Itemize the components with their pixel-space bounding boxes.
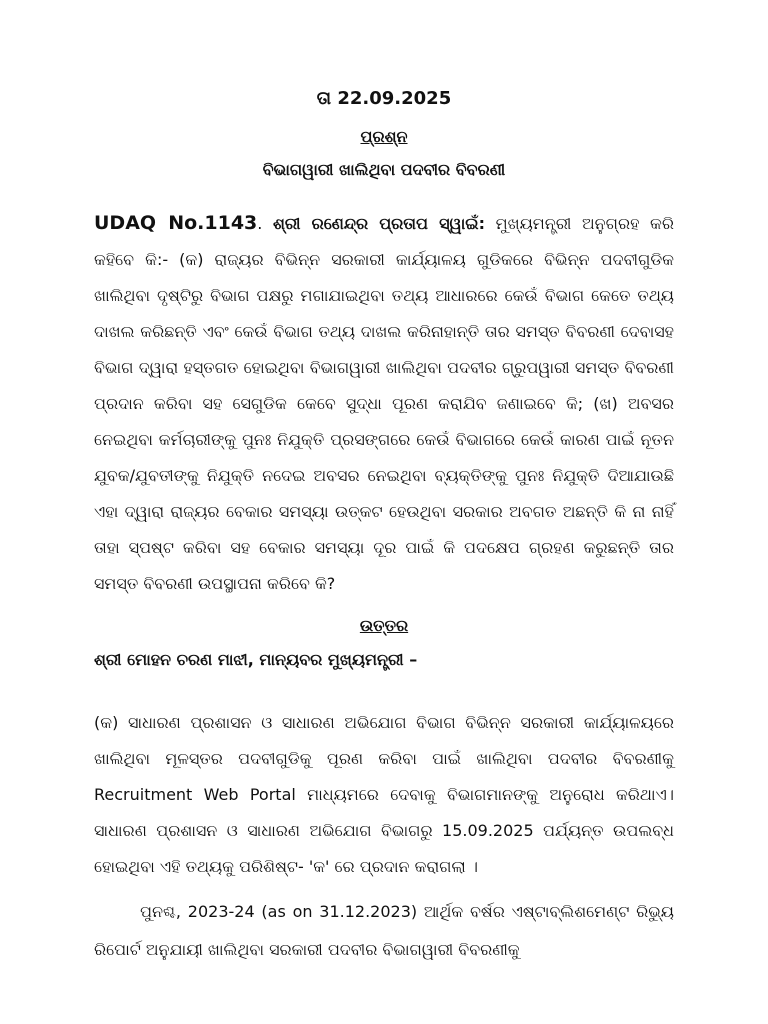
question-heading: ପ୍ରଶ୍ନ (360, 127, 408, 146)
subject-title: ବିଭାଗୱାରୀ ଖାଲିଥିବା ପଦବୀର ବିବରଣୀ (262, 160, 506, 179)
answer-heading: ଉତ୍ତର (359, 616, 409, 635)
question-text: ମୁଖ୍ୟମନ୍ତ୍ରୀ ଅନୁଗ୍ରହ କରି କହିବେ କି:- (କ) ରାଜ୍ୟର ବିଭିନ୍ନ ସରକାରୀ କାର୍ଯ୍ୟାଳୟ ଗୁଡିକରେ ବିଭିନ୍ନ ପଦବୀଗୁଡିକ ଖାଲିଥିବା ଦୃଷ୍ଟିରୁ ବିଭାଗ ପକ୍ଷରୁ ମଗାଯାଇଥିବା ତଥ୍ୟ ଆଧାରରେ କେଉଁ ବିଭାଗ କେତେ ତଥ୍ୟ ଦାଖଲ କରିଛନ୍ତି ଏବଂ କେଉଁ ବିଭାଗ ତଥ୍ୟ ଦାଖଲ କରିନାହାନ୍ତି ତାର ସମସ୍ତ ବିବରଣୀ ଦେବାସହ ବିଭାଗ ଦ୍ୱାରା ହସ୍ତଗତ ହୋଇଥିବା ବିଭାଗୱାରୀ ଖାଲିଥିବା ପଦବୀର ଗ୍ରୁପୱାରୀ ସମସ୍ତ ବିବରଣୀ ପ୍ରଦାନ କରିବା ସହ ସେଗୁଡିକ କେବେ ସୁଦ୍ଧା ପୂରଣ କରାଯିବ ଜଣାଇବେ କି; (ଖ) ଅବସର ନେଇଥିବା କର୍ମଚାରୀଙ୍କୁ ପୁନଃ ନିଯୁକ୍ତି ପ୍ରସଙ୍ଗରେ କେଉଁ ବିଭାଗରେ କେଉଁ କାରଣ ପାଇଁ ନୂତନ ଯୁବକ/ଯୁବତୀଙ୍କୁ ନିଯୁକ୍ତି ନଦେଇ ଅବସର ନେଇଥିବା ବ୍ୟକ୍ତିଙ୍କୁ ପୁନଃ ନିଯୁକ୍ତି ଦିଆଯାଉଛି ଏହା ଦ୍ୱାରା ରାଜ୍ୟର ବେକାର ସମସ୍ୟା ଉତ୍କଟ ହେଉଥିବା ସରକାର ଅବଗତ ଅଛନ୍ତି କି ନା ନାହିଁ ତାହା ସ୍ପଷ୍ଟ କରିବା ସହ ବେକାର ସମସ୍ୟା ଦୂର ପାଇଁ କି ପଦକ୍ଷେପ ଗ୍ରହଣ କରୁଛନ୍ତି ତାର ସମସ୍ତ ବିବରଣୀ ଉପସ୍ଥାପନା କରିବେ କି? (94, 214, 674, 593)
answer-paragraph-2: ପୁନଶ୍ଚ, 2023-24 (as on 31.12.2023) ଆର୍ଥିକ ବର୍ଷର ଏଷ୍ଟାବ୍ଲିଶମେଣ୍ଟ ରିଭ୍ୟୁ ରିପୋର୍ଟ ଅନୁଯାୟୀ ଖାଲିଥିବା ସରକାରୀ ପଦବୀର ବିଭାଗୱାରୀ ବିବରଣୀକୁ (94, 902, 674, 959)
document-date: ତା 22.09.2025 (316, 88, 452, 109)
answerer-name: ଶ୍ରୀ ମୋହନ ଚରଣ ମାଝୀ, ମାନ୍ୟବର ମୁଖ୍ୟମନ୍ତ୍ରୀ – (94, 650, 418, 669)
question-reference: UDAQ No.1143 (94, 212, 258, 234)
question-paragraph: UDAQ No.1143. ଶ୍ରୀ ରଣେନ୍ଦ୍ର ପ୍ରତାପ ସ୍ୱାଇଁ: ମୁଖ୍ୟମନ୍ତ୍ରୀ ଅନୁଗ୍ରହ କରି କହିବେ କି:- (କ) ରାଜ୍ୟର ବିଭିନ୍ନ ସରକାରୀ କାର୍ଯ୍ୟାଳୟ ଗୁଡିକରେ ବିଭିନ୍ନ ପଦବୀଗୁଡିକ ଖାଲିଥିବା ଦୃଷ୍ଟିରୁ ବିଭାଗ ପକ୍ଷରୁ ମଗାଯାଇଥିବା ତଥ୍ୟ ଆଧାରରେ କେଉଁ ବିଭାଗ କେତେ ତଥ୍ୟ ଦାଖଲ କରିଛନ୍ତି ଏବଂ କେଉଁ ବିଭାଗ ତଥ୍ୟ ଦାଖଲ କରିନାହାନ୍ତି ତାର ସମସ୍ତ ବିବରଣୀ ଦେବାସହ ବିଭାଗ ଦ୍ୱାରା ହସ୍ତଗତ ହୋଇଥିବା ବିଭାଗୱାରୀ ଖାଲିଥିବା ପଦବୀର ଗ୍ରୁପୱାରୀ ସମସ୍ତ ବିବରଣୀ ପ୍ରଦାନ କରିବା ସହ ସେଗୁଡିକ କେବେ ସୁଦ୍ଧା ପୂରଣ କରାଯିବ ଜଣାଇବେ କି; (ଖ) ଅବସର ନେଇଥିବା କର୍ମଚାରୀଙ୍କୁ ପୁନଃ ନିଯୁକ୍ତି ପ୍ରସଙ୍ଗରେ କେଉଁ ବିଭାଗରେ କେଉଁ କାରଣ ପାଇଁ ନୂତନ ଯୁବକ/ଯୁବତୀଙ୍କୁ ନିଯୁକ୍ତି ନଦେଇ ଅବସର ନେଇଥିବା ବ୍ୟକ୍ତିଙ୍କୁ ପୁନଃ ନିଯୁକ୍ତି ଦିଆଯାଉଛି ଏହା ଦ୍ୱାରା ରାଜ୍ୟର ବେକାର ସମସ୍ୟା ଉତ୍କଟ ହେଉଥିବା ସରକାର ଅବଗତ ଅଛନ୍ତି କି ନା ନାହିଁ ତାହା ସ୍ପଷ୍ଟ କରିବା ସହ ବେକାର ସମସ୍ୟା ଦୂର ପାଇଁ କି ପଦକ୍ଷେପ ଗ୍ରହଣ କରୁଛନ୍ତି ତାର ସମସ୍ତ ବିବରଣୀ ଉପସ୍ଥାପନା କରିବେ କି? (94, 212, 674, 593)
answer-paragraph-1: (କ) ସାଧାରଣ ପ୍ରଶାସନ ଓ ସାଧାରଣ ଅଭିଯୋଗ ବିଭାଗ ବିଭିନ୍ନ ସରକାରୀ କାର୍ଯ୍ୟାଳୟରେ ଖାଲିଥିବା ମୂଳସ୍ତର ପଦବୀଗୁଡିକୁ ପୂରଣ କରିବା ପାଇଁ ଖାଲିଥିବା ପଦବୀର ବିବରଣୀକୁ Recruitment Web Portal ମାଧ୍ୟମରେ ଦେବାକୁ ବିଭାଗମାନଙ୍କୁ ଅନୁରୋଧ କରିଥାଏ। ସାଧାରଣ ପ୍ରଶାସନ ଓ ସାଧାରଣ ଅଭିଯୋଗ ବିଭାଗରୁ 15.09.2025 ପର୍ଯ୍ୟନ୍ତ ଉପଲବ୍ଧ ହୋଇଥିବା ଏହି ତଥ୍ୟକୁ ପରିଶିଷ୍ଟ- 'କ' ରେ ପ୍ରଦାନ କରାଗଲା । (94, 713, 674, 876)
questioner-name: ଶ୍ରୀ ରଣେନ୍ଦ୍ର ପ୍ରତାପ ସ୍ୱାଇଁ: (273, 214, 485, 233)
